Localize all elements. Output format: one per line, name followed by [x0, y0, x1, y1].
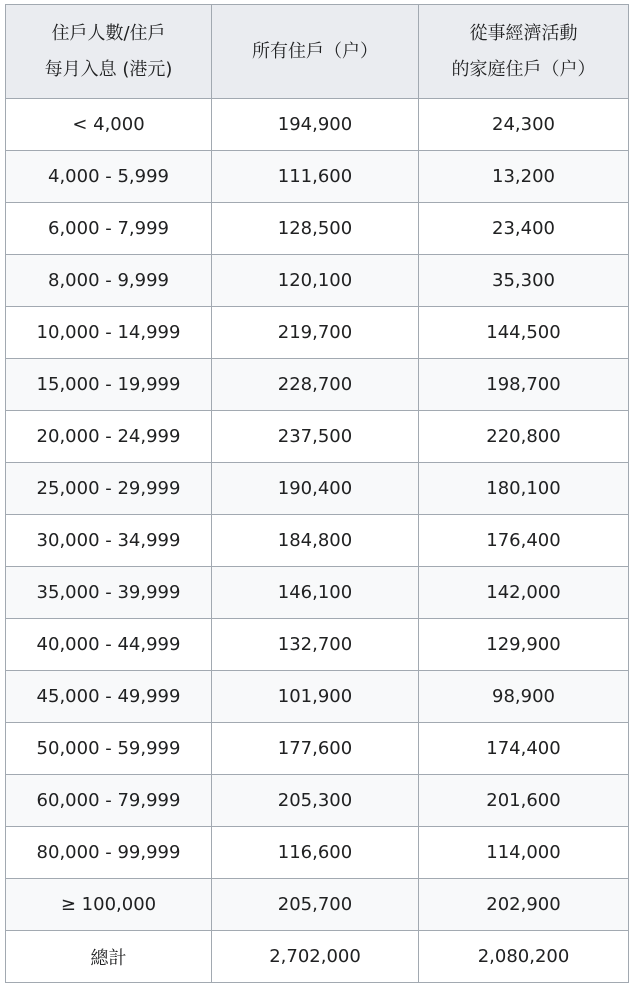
- table-row: [6, 99, 629, 151]
- cell-all-households: 184,800: [212, 515, 419, 567]
- table-row: [6, 203, 629, 255]
- cell-all-households: 190,400: [212, 463, 419, 515]
- table-row: [6, 359, 629, 411]
- cell-economically-active: 142,000: [419, 567, 629, 619]
- header-all-households-line1: 所有住戶（户）: [252, 40, 378, 62]
- cell-all-households: 194,900: [212, 99, 419, 151]
- cell-all-households: 237,500: [212, 411, 419, 463]
- header-economically-active: [419, 5, 629, 99]
- table-row: [6, 567, 629, 619]
- header-economically-active-line1: 從事經濟活動: [469, 22, 578, 44]
- cell-income-range: 60,000 - 79,999: [6, 775, 212, 827]
- cell-income-range: 80,000 - 99,999: [6, 827, 212, 879]
- table-body: [6, 99, 629, 983]
- cell-economically-active: 180,100: [419, 463, 629, 515]
- cell-all-households: 132,700: [212, 619, 419, 671]
- cell-income-range: 50,000 - 59,999: [6, 723, 212, 775]
- income-table-container: [5, 4, 629, 983]
- cell-income-range: 10,000 - 14,999: [6, 307, 212, 359]
- cell-economically-active: 13,200: [419, 151, 629, 203]
- cell-economically-active: 114,000: [419, 827, 629, 879]
- table-header-row: [6, 5, 629, 99]
- cell-total-economically-active: 2,080,200: [419, 931, 629, 983]
- cell-income-range: 35,000 - 39,999: [6, 567, 212, 619]
- cell-income-range: 25,000 - 29,999: [6, 463, 212, 515]
- table-row: [6, 671, 629, 723]
- table-row: [6, 307, 629, 359]
- cell-all-households: 177,600: [212, 723, 419, 775]
- cell-all-households: 116,600: [212, 827, 419, 879]
- cell-economically-active: 201,600: [419, 775, 629, 827]
- table-row: [6, 411, 629, 463]
- cell-all-households: 120,100: [212, 255, 419, 307]
- cell-total-all-households: 2,702,000: [212, 931, 419, 983]
- cell-economically-active: 198,700: [419, 359, 629, 411]
- cell-all-households: 205,700: [212, 879, 419, 931]
- cell-all-households: 111,600: [212, 151, 419, 203]
- table-row-total: [6, 931, 629, 983]
- cell-all-households: 146,100: [212, 567, 419, 619]
- cell-income-range: 15,000 - 19,999: [6, 359, 212, 411]
- cell-all-households: 219,700: [212, 307, 419, 359]
- header-all-households: [212, 5, 419, 99]
- cell-economically-active: 202,900: [419, 879, 629, 931]
- cell-income-range: 45,000 - 49,999: [6, 671, 212, 723]
- cell-economically-active: 220,800: [419, 411, 629, 463]
- header-economically-active-line2: 的家庭住戶（户）: [451, 58, 596, 80]
- cell-income-range: ≥ 100,000: [6, 879, 212, 931]
- table-row: [6, 619, 629, 671]
- cell-all-households: 228,700: [212, 359, 419, 411]
- table-row: [6, 775, 629, 827]
- table-row: [6, 515, 629, 567]
- table-row: [6, 827, 629, 879]
- table-row: [6, 463, 629, 515]
- cell-all-households: 101,900: [212, 671, 419, 723]
- table-row: [6, 151, 629, 203]
- cell-economically-active: 129,900: [419, 619, 629, 671]
- header-income-range-line1: 住戶人數/住戶: [51, 22, 166, 44]
- cell-income-range: 4,000 - 5,999: [6, 151, 212, 203]
- cell-economically-active: 144,500: [419, 307, 629, 359]
- cell-economically-active: 24,300: [419, 99, 629, 151]
- cell-income-range: 30,000 - 34,999: [6, 515, 212, 567]
- cell-income-range: 40,000 - 44,999: [6, 619, 212, 671]
- cell-economically-active: 23,400: [419, 203, 629, 255]
- table-row: [6, 723, 629, 775]
- cell-income-range: 20,000 - 24,999: [6, 411, 212, 463]
- cell-total-label: 總計: [6, 931, 212, 983]
- header-income-range: [6, 5, 212, 99]
- cell-economically-active: 35,300: [419, 255, 629, 307]
- cell-income-range: < 4,000: [6, 99, 212, 151]
- cell-all-households: 205,300: [212, 775, 419, 827]
- cell-income-range: 6,000 - 7,999: [6, 203, 212, 255]
- cell-economically-active: 174,400: [419, 723, 629, 775]
- cell-income-range: 8,000 - 9,999: [6, 255, 212, 307]
- cell-all-households: 128,500: [212, 203, 419, 255]
- cell-economically-active: 98,900: [419, 671, 629, 723]
- cell-economically-active: 176,400: [419, 515, 629, 567]
- header-income-range-line2: 每月入息 (港元): [44, 58, 173, 80]
- household-income-table: [5, 4, 629, 983]
- table-row: [6, 255, 629, 307]
- table-row: [6, 879, 629, 931]
